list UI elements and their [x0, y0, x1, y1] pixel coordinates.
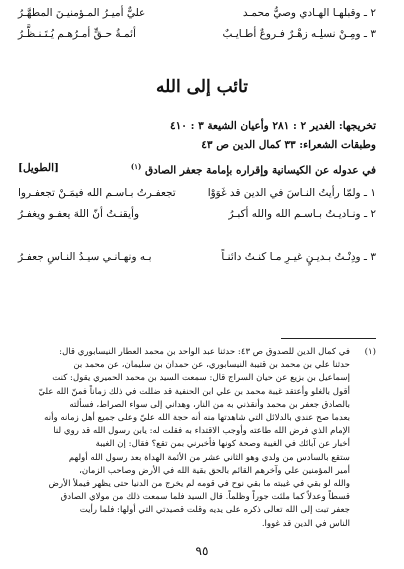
footnote-text [18, 346, 350, 531]
footnote-line: أقول بالغلو وأعتقد غيبة محمد بن علي ابن الحنفية قد ضللت في ذلك زماناً فمنّ الله عليّ [38, 386, 350, 397]
footnote-line: جعفر تبت إلى الله تعالى ذكره على يديه وقلت قصيدتي التي أولها: فلما رأيت [79, 505, 350, 516]
footnote-line: ستقع بالسادس من ولدي وهو الثاني عشر من الأئمة الهداة بعد رسول الله أولهم [68, 452, 350, 463]
footnote-line: بعدما صح عندي بالدلائل التي شاهدتها منه أنه حجة الله عليّ وعلى جميع أهل زمانه وأنه [44, 413, 350, 424]
hemistich-left: وأيقنـتُ أنّ اللهَ يعفـو ويغفـرُ [18, 208, 140, 220]
footnote-number: (١) [364, 347, 376, 357]
hemistich-right: ٣ ـ ودِنْـتُ بـديـنٍ غيـرِ مـا كنـتُ دائنـاً [221, 251, 376, 263]
poem-heading [18, 162, 376, 177]
meter-label: [الطويل] [18, 162, 59, 174]
footnote-line: حدثنا علي بن محمد بن قتيبة النيسابوري، عن حمدان بن سليمان، عن محمد بن [73, 360, 350, 371]
hemistich-left: عليٌّ أميـرُ المـؤمنيـنَ المطهَّـرُ [18, 7, 146, 19]
footnote-marker: (١) [130, 162, 142, 171]
footnote-line: إسماعيل بن بزيع عن حيان السراج قال: سمعت السيد بن محمد الحميري يقول: كنت [52, 373, 350, 384]
hemistich-left: تجعفـرتُ بـاسـم الله فيمَـنْ تجعفـروا [18, 187, 176, 199]
hemistich-right: ٣ ـ ومِـنْ نسلِـه زهْـرٌ فـروعٌ أطـايـبٌ [222, 28, 376, 40]
footnote-line: قسطاً وعدلاً كما ملئت جوراً وظلماً. قال السيد فلما سمعت ذلك من مولاي الصادق [60, 492, 350, 503]
footnote-line: في كمال الدين للصدوق ص ٤٣: حدثنا عبد الواحد بن محمد العطار النيسابوري قال: [59, 347, 350, 357]
tabaqat-line: وطبقات الشعراء: ٣٣ كمال الدين ص ٤٣ [201, 139, 376, 151]
footnote [18, 346, 376, 531]
poem-verse-2 [18, 207, 376, 221]
hemistich-left: بـه ونهـانـي سيـدُ النـاسِ جعفـرُ [18, 251, 152, 263]
footnote-line: الإمام الذي فرض الله طاعته وأوجب الاقتداء به فقلت له: يابن رسول الله قد روي لنا [53, 426, 350, 437]
footnote-divider [281, 338, 376, 339]
poem-heading-text [131, 162, 376, 177]
poem-heading-label: في عدوله عن الكيسانية وإقراره بإمامة جعفر الصادق [144, 164, 376, 177]
footnote-line: بالصادق جعفر بن محمد وأنقذني به من النار، وهداني إلى سواء الصراط، فسألته [69, 399, 350, 410]
footnote-line: الناس في الدين قد غووا. [261, 518, 350, 529]
hemistich-right: ٢ ـ ونـاديـتُ بـاسـم الله والله أكبـرُ [228, 208, 376, 220]
poem-verse-3 [18, 250, 376, 264]
hemistich-right: ٢ ـ وقبلهـا الهـادي وصيُّ محمـد [242, 7, 376, 19]
footnote-line: أخبار عن آبائك في الغيبة وصحة كونها فأخبرني بمن تقع؟ فقال: إن الغيبة [95, 439, 350, 450]
poem-verse-1 [18, 186, 376, 200]
footnote-line: أمير المؤمنين علي وآخرهم القائم بالحق بقية الله في الأرض وصاحب الزمان، [79, 465, 350, 476]
top-verse-line-2 [18, 6, 376, 20]
top-verse-line-3 [18, 27, 376, 41]
takhrij-line: تخريجها: الغدير ٢ : ٢٨١ وأعيان الشيعة ٣ : ٤١٠ [170, 120, 376, 132]
footnote-line: والله لو بقي في غيبته ما بقي نوح في قومه لم يخرج من الدنيا حتى يظهر فيملأ الأرض [48, 479, 350, 490]
page-number: ٩٥ [195, 544, 209, 558]
hemistich-left: أئمـةُ حـقٍّ أمـرُهـم يُـتَـنـظَّـرُ [18, 28, 136, 40]
hemistich-right: ١ ـ ولمّا رأيتُ النـاسَ في الدين قد غَوَوْا [207, 187, 376, 199]
poem-title: تائب إلى الله [156, 77, 248, 97]
